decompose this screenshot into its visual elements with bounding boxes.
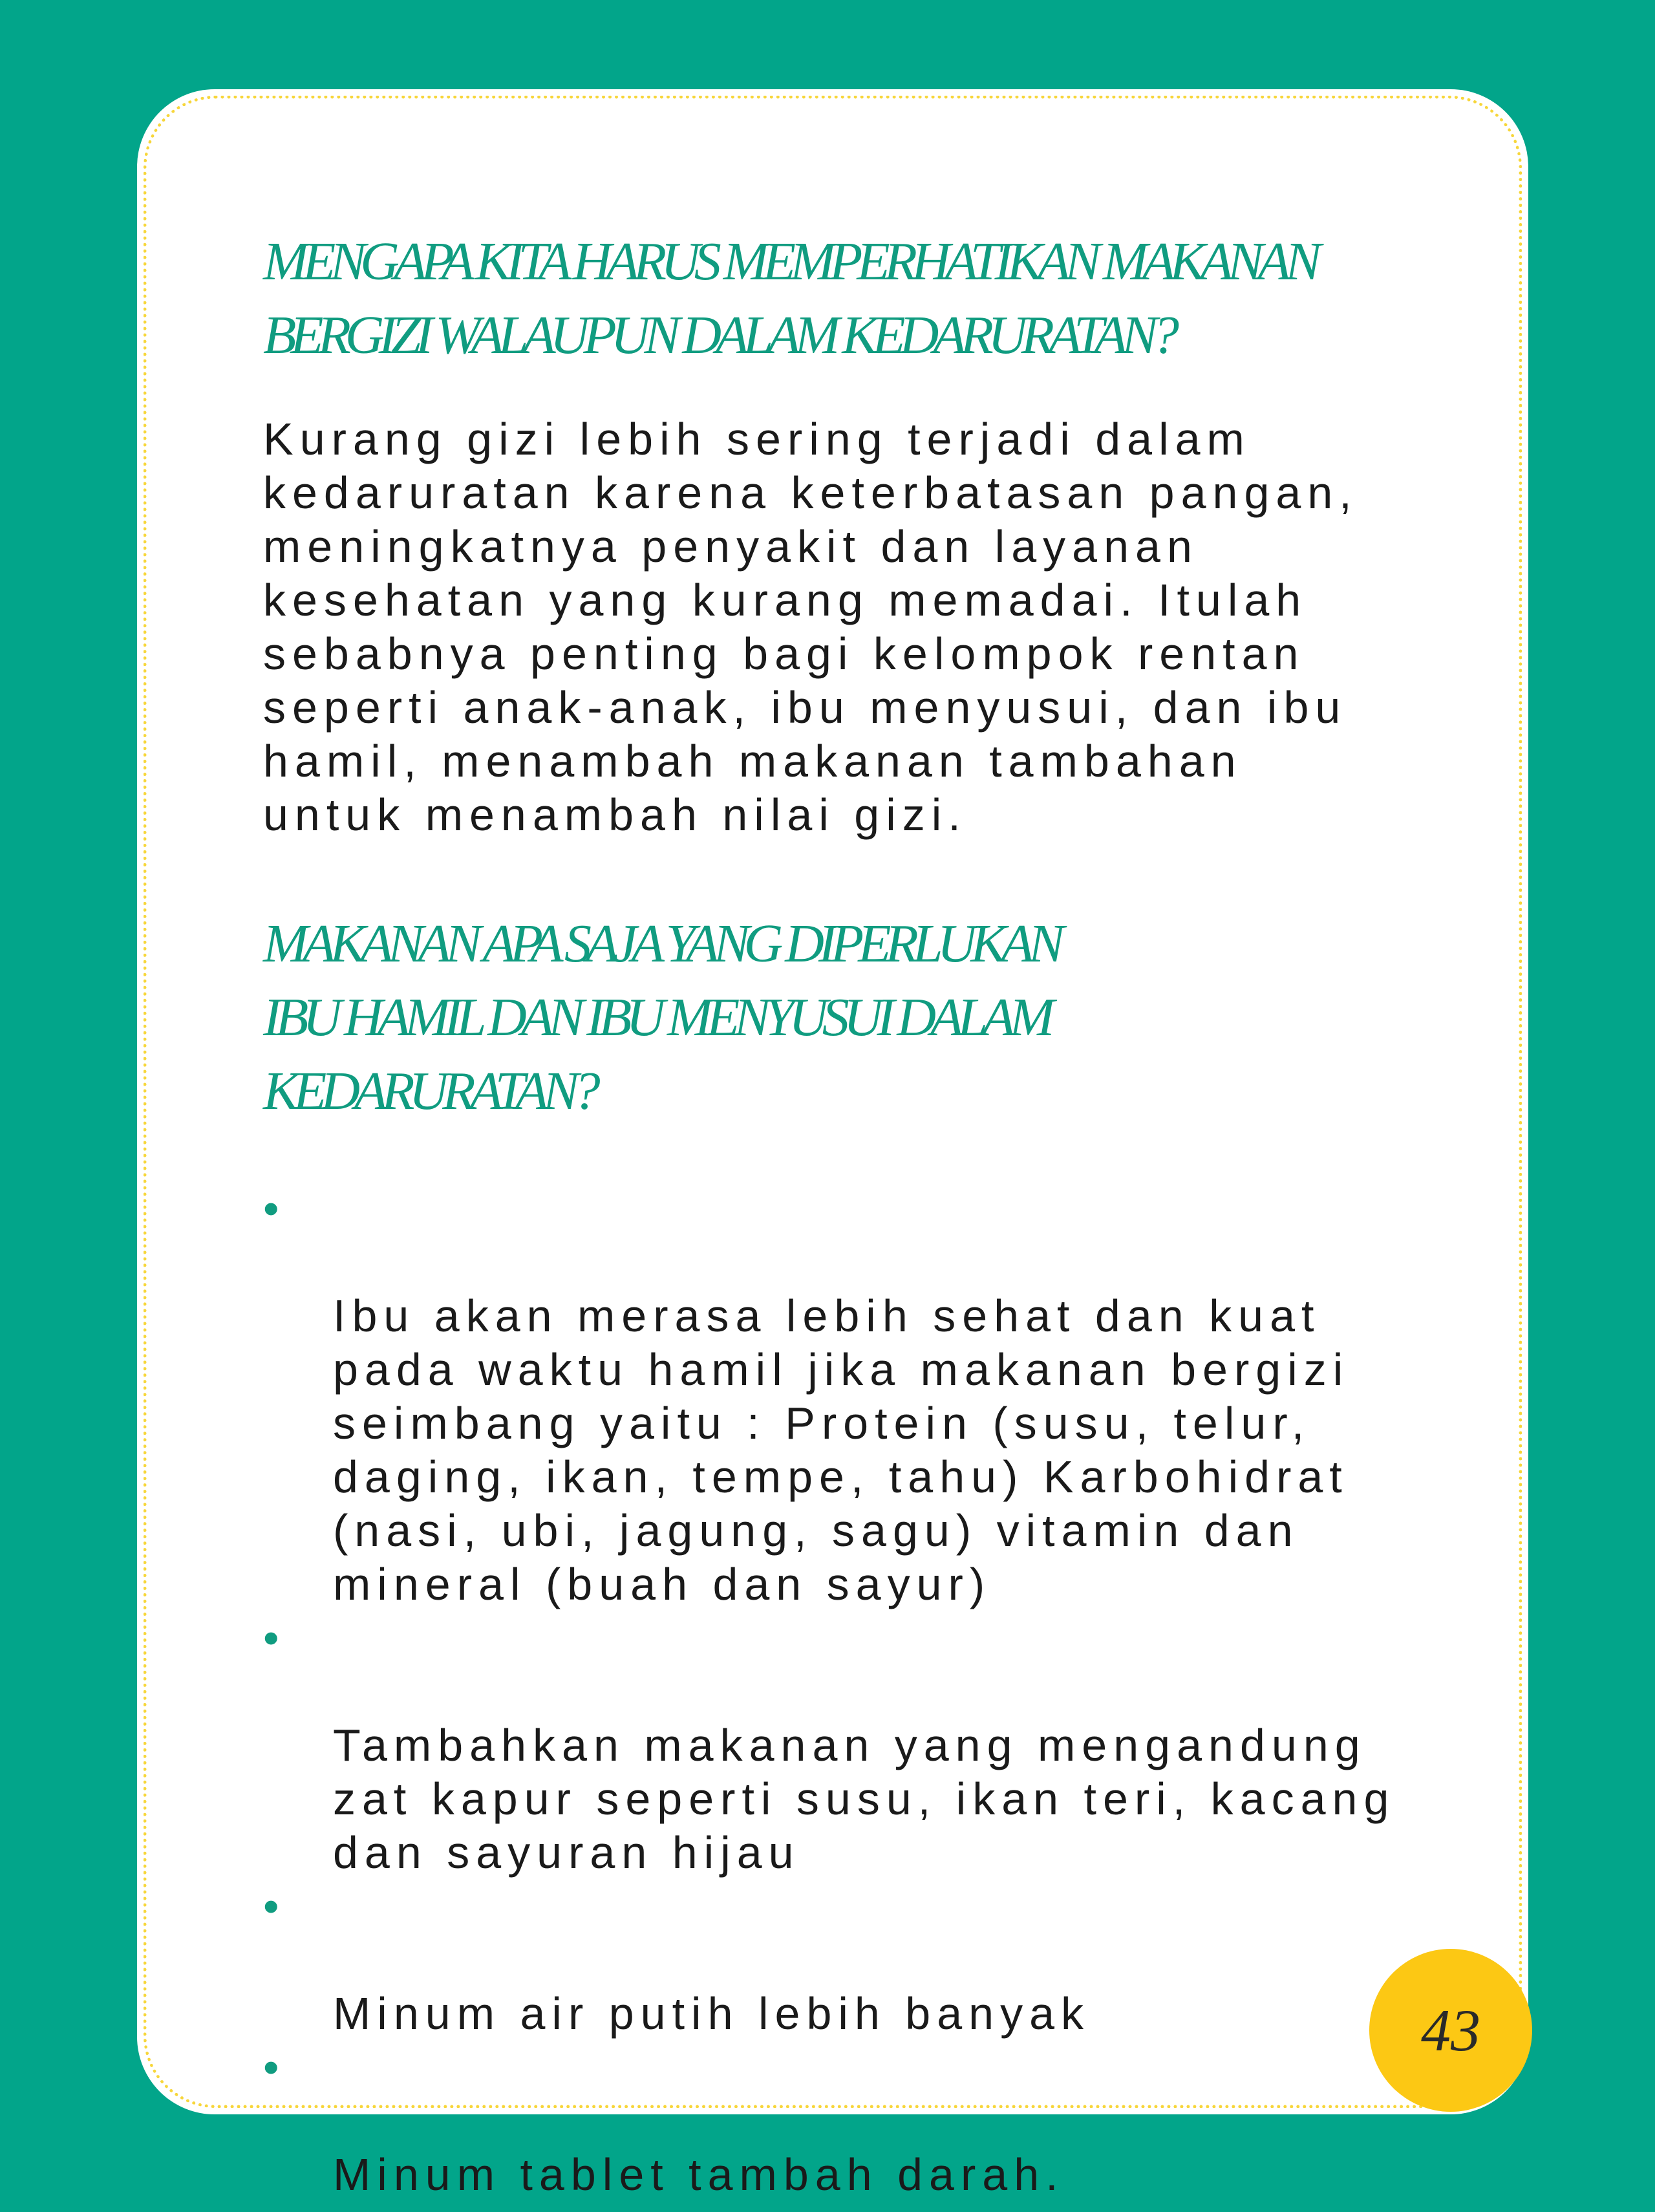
list-item bbox=[263, 1880, 1511, 2041]
bullet-icon: • bbox=[263, 1183, 279, 1234]
list-item-text: Minum tablet tambah darah. bbox=[333, 2149, 1065, 2200]
intro-paragraph: Kurang gizi lebih sering terjadi dalam kedaruratan karena keterbatasan pangan, meningkatnya penyakit dan layanan kesehatan yang kurang memadai. Itulah sebabnya penting bagi kelompok rentan seperti anak-anak, ibu menyusui, dan ibu hamil, menambah makanan tambahan untuk menambah nilai gizi. bbox=[263, 414, 1358, 840]
page-number-badge bbox=[1369, 1949, 1532, 2112]
section-heading-1 bbox=[263, 225, 1316, 372]
bullet-icon: • bbox=[263, 1881, 279, 1931]
bullet-icon: • bbox=[263, 1613, 279, 1663]
heading-1-line-1: MENGAPA KITA HARUS MEMPERHATIKAN MAKANAN bbox=[263, 231, 1316, 292]
page-card bbox=[137, 89, 1528, 2200]
section-heading-2 bbox=[263, 907, 1059, 1128]
list-item bbox=[263, 2041, 1511, 2202]
list-item-text: Tambahkan makanan yang mengandung zat kapur seperti susu, ikan teri, kacang dan sayuran hijau bbox=[333, 1720, 1396, 1878]
heading-2-line-2: IBU HAMIL DAN IBU MENYUSUI DALAM bbox=[263, 987, 1049, 1047]
list-item bbox=[263, 1182, 1511, 1611]
heading-2-line-1: MAKANAN APA SAJA YANG DIPERLUKAN bbox=[263, 914, 1059, 974]
page-number: 43 bbox=[1421, 1997, 1480, 2063]
heading-2-line-3: KEDARURATAN? bbox=[263, 1061, 595, 1121]
bullet-list bbox=[263, 1182, 1511, 2202]
heading-1-line-2: BERGIZI WALAUPUN DALAM KEDARURATAN? bbox=[263, 305, 1173, 365]
list-item-text: Ibu akan merasa lebih sehat dan kuat pada waktu hamil jika makanan bergizi seimbang yaitu : Protein (susu, telur, daging, ikan, tempe, tahu) Karbohidrat (nasi, ubi, jagung, sagu) vitamin dan mineral (buah dan sayur) bbox=[333, 1291, 1350, 1609]
list-item bbox=[263, 1611, 1511, 1880]
list-item-text: Minum air putih lebih banyak bbox=[333, 1988, 1091, 2039]
bullet-icon: • bbox=[263, 2042, 279, 2092]
